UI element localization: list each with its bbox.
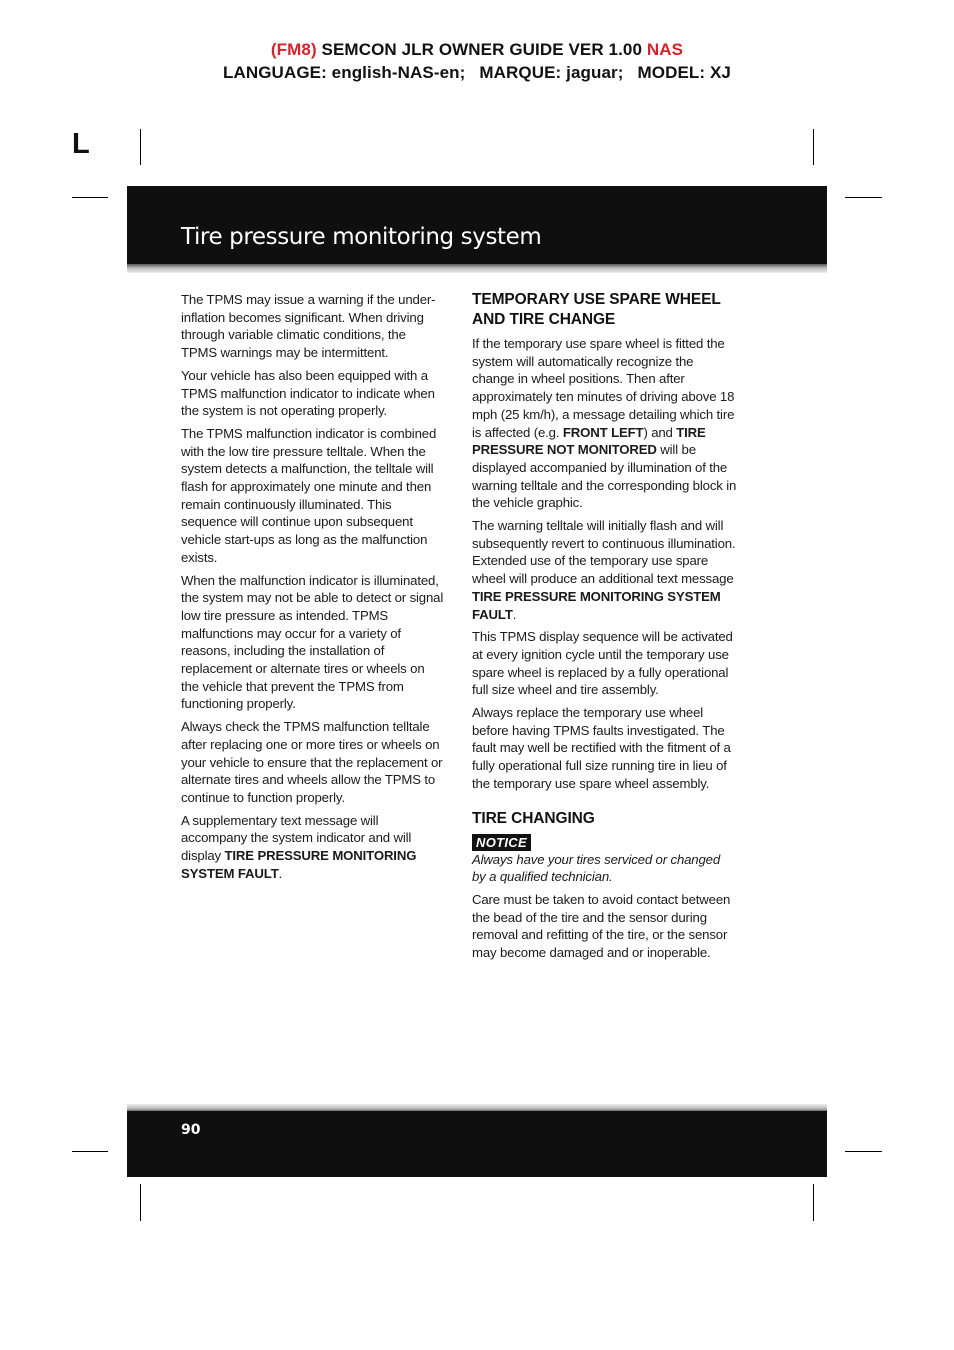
document-header-line-1 [0, 40, 954, 60]
header-marque: MARQUE: jaguar; [479, 63, 624, 82]
paragraph: Always check the TPMS malfunction telltale after replacing one or more tires or wheels on your vehicle to ensure that the replacement or alternate tires and wheels allow the TPMS to continue to function properly. [181, 719, 443, 805]
page-number: 90 [181, 1122, 201, 1138]
document-header-line-2 [0, 63, 954, 83]
right-column [472, 290, 737, 967]
paragraph [472, 335, 737, 512]
margin-letter: L [72, 128, 90, 160]
notice-badge: NOTICE [472, 834, 531, 851]
paragraph-text: If the temporary use spare wheel is fitted the system will automatically recognize the change in wheel positions. Then after approximately ten minutes of driving above 18 mph (25 km/h), a message detailing which tire is affected (e.g. [472, 336, 735, 440]
notice-text: Always have your tires serviced or changed by a qualified technician. [472, 851, 721, 885]
title-banner [127, 186, 827, 266]
paragraph: The TPMS malfunction indicator is combined with the low tire pressure telltale. When the system detects a malfunction, the telltale will flash for approximately one minute and then remain continuously illuminated. This sequence will continue upon subsequent vehicle start-ups as long as the malfunction exists. [181, 425, 437, 565]
paragraph-text: A supplementary text message will accompany the system indicator and will display [181, 812, 412, 864]
crop-mark [813, 1184, 814, 1221]
paragraph: Your vehicle has also been equipped with a TPMS malfunction indicator to indicate when the system is not operating properly. [181, 367, 435, 419]
message-text: TIRE PRESSURE MONITORING SYSTEM FAULT [181, 848, 417, 881]
paragraph-text: The warning telltale will initially flash and will subsequently revert to continuous illumination. Extended use of the temporary use spare wheel will produce an additional text message [472, 518, 736, 587]
paragraph-text: ) and [643, 424, 677, 440]
header-prefix: (FM8) [270, 40, 317, 59]
paragraph [472, 517, 737, 623]
section-heading: TIRE CHANGING [472, 809, 595, 827]
message-text: TIRE PRESSURE NOT MONITORED [472, 424, 706, 458]
section-heading: TEMPORARY USE SPARE WHEEL AND TIRE CHANGE [472, 291, 721, 328]
paragraph-end: . [512, 606, 517, 622]
paragraph: This TPMS display sequence will be activated at every ignition cycle until the temporary use spare wheel is replaced by a fully operational full size wheel and tire assembly. [472, 629, 733, 698]
crop-mark [845, 197, 882, 198]
left-column [181, 291, 445, 888]
header-model: MODEL: XJ [637, 63, 731, 82]
header-language: LANGUAGE: english-NAS-en; [223, 63, 466, 82]
crop-mark [72, 1151, 108, 1152]
paragraph: The TPMS may issue a warning if the under-inflation becomes significant. When driving through variable climatic conditions, the TPMS warnings may be intermittent. [181, 292, 436, 361]
message-text: FRONT LEFT [562, 424, 644, 440]
crop-mark [140, 129, 141, 165]
crop-mark [72, 197, 108, 198]
paragraph: Care must be taken to avoid contact between the bead of the tire and the sensor during removal and refitting of the tire, or the sensor may become damaged and or inoperable. [472, 891, 731, 961]
notice [472, 834, 737, 851]
message-text: TIRE PRESSURE MONITORING SYSTEM FAULT [472, 588, 721, 622]
crop-mark [845, 1151, 882, 1152]
crop-mark [140, 1184, 141, 1221]
footer-bar [127, 1111, 827, 1177]
paragraph: When the malfunction indicator is illuminated, the system may not be able to detect or signal low tire pressure as intended. TPMS malfunctions may occur for a variety of reasons, including the installation of replacement or alternate tires or wheels on the vehicle that prevent the TPMS from functioning properly. [181, 572, 444, 712]
banner-shadow [127, 264, 827, 273]
header-region: NAS [646, 40, 684, 59]
paragraph-end: . [278, 865, 283, 881]
crop-mark [813, 129, 814, 165]
page-title: Tire pressure monitoring system [181, 224, 542, 250]
paragraph [181, 812, 445, 883]
paragraph-text: will be displayed accompanied by illumination of the warning telltale and the corresponding block in the vehicle graphic. [472, 442, 737, 511]
paragraph: Always replace the temporary use wheel before having TPMS faults investigated. The fault may well be rectified with the fitment of a fully operational full size running tire in lieu of the temporary use spare wheel assembly. [472, 705, 731, 791]
header-title: SEMCON JLR OWNER GUIDE VER 1.00 [316, 40, 647, 59]
